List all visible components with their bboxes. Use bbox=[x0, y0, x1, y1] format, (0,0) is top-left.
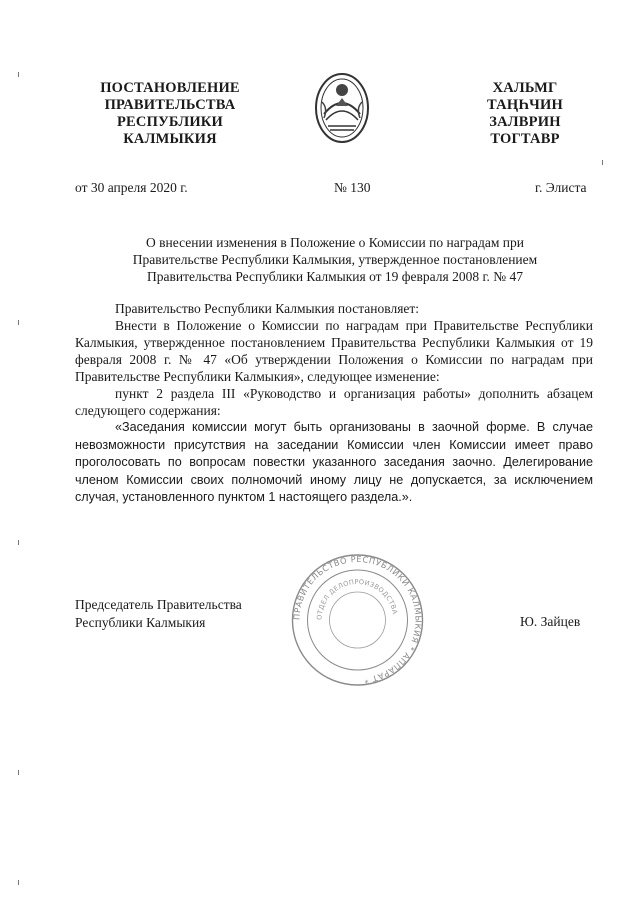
header-right-line: ТАҢҺЧИН bbox=[487, 97, 563, 113]
body-paragraph-quoted-text: «Заседания комиссии могут быть организованы в заочной форме. В случае невозможности присутствия на заседании Комиссии член Комиссии имеет право проголосовать по вопросам повестки указанного заседания заочно. Делегирование членом Комиссии своих полномочий иному лицу не допускается, за исключением случая, установленного пунктом 1 настоящего раздела.». bbox=[75, 420, 593, 504]
title-line: О внесении изменения в Положение о Комиссии по наградам при bbox=[146, 235, 524, 250]
body-paragraph-amendment: Внести в Положение о Комиссии по наградам при Правительстве Республики Калмыкия, утвержденное постановлением Правительства Республики Калмыкия от 19 февраля 2008 г. № 47 «Об утверждении Положения о Комиссии по наградам при Правительстве Республики Калмыкия», следующее изменение: bbox=[75, 318, 593, 384]
scan-mark bbox=[18, 320, 22, 325]
document-city: г. Элиста bbox=[535, 180, 587, 195]
header-left-line: РЕСПУБЛИКИ bbox=[116, 114, 224, 130]
header-right-line: ЗАЛВРИН bbox=[489, 114, 561, 130]
scan-mark bbox=[18, 540, 22, 545]
body-paragraph-instruction: пункт 2 раздела III «Руководство и организация работы» дополнить абзацем следующего содержания: bbox=[75, 386, 593, 418]
signatory-title-line: Председатель Правительства bbox=[75, 597, 242, 612]
seal-outer-text: ПРАВИТЕЛЬСТВО РЕСПУБЛИКИ КАЛМЫКИЯ * АППАРАТ * bbox=[291, 553, 424, 686]
title-line: Правительства Республики Калмыкия от 19 февраля 2008 г. № 47 bbox=[147, 269, 523, 284]
emblem-icon bbox=[314, 72, 370, 144]
document-body bbox=[75, 300, 593, 507]
document-date: от 30 апреля 2020 г. bbox=[75, 180, 188, 195]
header-right-line: ХАЛЬМГ bbox=[492, 80, 558, 96]
header-left-line: ПРАВИТЕЛЬСТВА bbox=[104, 97, 236, 113]
header-right-title bbox=[450, 80, 600, 148]
title-line: Правительстве Республики Калмыкия, утвержденное постановлением bbox=[132, 252, 538, 267]
header-left-title bbox=[80, 80, 260, 148]
svg-text:ОТДЕЛ ДЕЛОПРОИЗВОДСТВА bbox=[315, 578, 399, 620]
document-title bbox=[100, 234, 570, 285]
signatory-title-line: Республики Калмыкия bbox=[75, 615, 206, 630]
body-paragraph-decree: Правительство Республики Калмыкия постановляет: bbox=[115, 301, 420, 316]
scan-mark bbox=[18, 72, 22, 77]
scan-mark bbox=[602, 160, 606, 165]
signatory-title bbox=[75, 596, 242, 632]
scan-mark bbox=[18, 770, 22, 775]
scan-mark bbox=[18, 880, 22, 885]
header-left-line: ПОСТАНОВЛЕНИЕ bbox=[100, 80, 240, 96]
official-seal bbox=[290, 550, 425, 690]
signatory-name: Ю. Зайцев bbox=[520, 614, 581, 629]
header-right-line: ТОГТАВР bbox=[490, 131, 560, 147]
header-left-line: КАЛМЫКИЯ bbox=[123, 131, 217, 147]
document-number: № 130 bbox=[334, 180, 371, 195]
seal-inner-text: ОТДЕЛ ДЕЛОПРОИЗВОДСТВА bbox=[315, 577, 400, 621]
